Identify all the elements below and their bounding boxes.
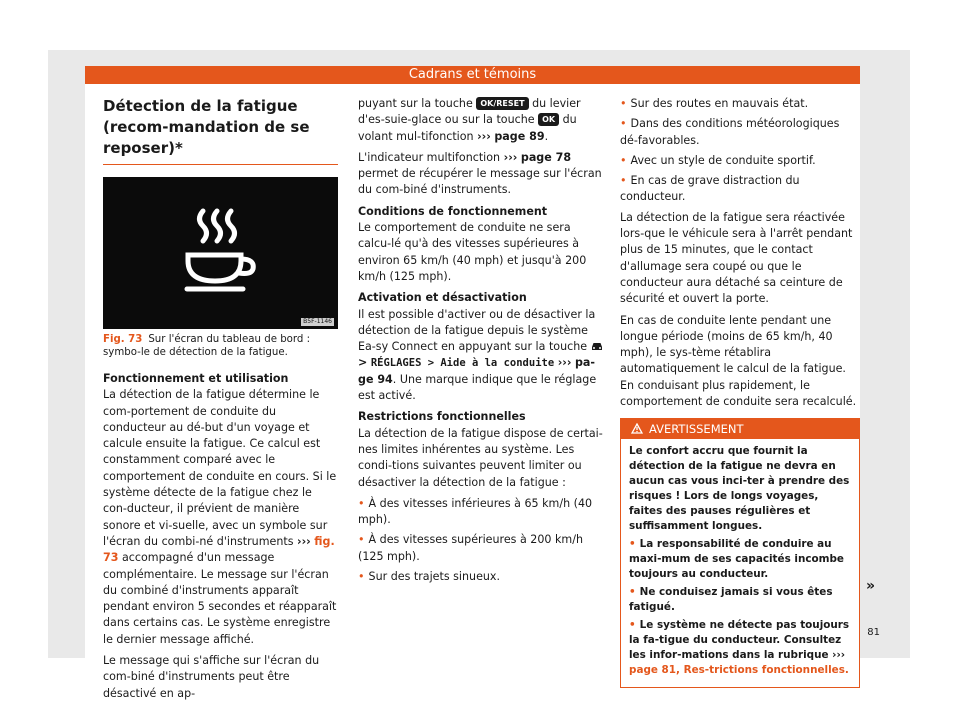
page-link[interactable]: page 78	[520, 150, 572, 164]
paragraph: La détection de la fatigue sera réactivée lors-que le véhicule sera à l'arrêt pendant plus de 15 minutes, que le contact d'allumage sera coupé ou que le conducteur aura détaché sa ceinture de sécurité et ouvert la porte.	[620, 210, 853, 306]
car-menu-icon	[591, 341, 603, 351]
ok-reset-key: OK/RESET	[476, 97, 528, 110]
paragraph: Le comportement de conduite ne sera calcu-lé qu'à des vitesses supérieures à environ 65 km/h (40 mph) et jusqu'à 200 km/h (125 mph).	[358, 221, 587, 283]
subhead-activation: Activation et désactivation	[358, 291, 527, 305]
warning-text: Le confort accru que fournit la détection de la fatigue ne devra en aucun cas vous inci-ter à prendre des risques ! Lors de longs voyages, faites des pauses régulières et suffisamment longues.	[629, 445, 850, 533]
warning-bullet: • La responsabilité de conduire au maxi-mum de ses capacités incombe toujours au conducteur.	[629, 538, 844, 581]
paragraph: Le message qui s'affiche sur l'écran du com-biné d'instruments peut être désactivé en ap-	[103, 654, 320, 700]
list-item: • En cas de grave distraction du conducteur.	[620, 174, 800, 204]
figure-caption	[103, 333, 338, 359]
warning-box	[620, 418, 860, 688]
ok-key: OK	[538, 113, 559, 126]
page-link[interactable]: page 89	[494, 129, 545, 143]
column-3	[620, 96, 860, 688]
paragraph: puyant sur la touche OK/RESET du levier d'es-suie-glace ou sur la touche OK du volant mul-tifonction ››› page 89.	[358, 97, 581, 143]
list-item: • Sur des routes en mauvais état.	[620, 97, 809, 110]
page-number: 81	[867, 627, 880, 638]
subhead-operation: Fonctionnement et utilisation	[103, 372, 289, 385]
column-1	[103, 96, 338, 707]
figure-73	[103, 177, 338, 329]
paragraph: L'indicateur multifonction ››› page 78 permet de récupérer le message sur l'écran du com-biné d'instruments.	[358, 150, 602, 197]
list-item: • Avec un style de conduite sportif.	[620, 153, 816, 167]
restrictions-link[interactable]: page 81, Res-trictions fonctionnelles.	[629, 664, 849, 677]
coffee-cup-icon	[183, 205, 259, 297]
warning-body	[621, 439, 859, 687]
paragraph: En cas de conduite lente pendant une longue période (moins de 65 km/h, 40 mph), le sys-tème rétablira automatiquement le calcul de la fatigue. En conduisant plus rapidement, le comportement de conduite sera recalculé.	[620, 313, 857, 409]
menu-path: RÉGLAGES > Aide à la conduite	[370, 357, 555, 370]
figure-code: B5F-1146	[303, 318, 332, 325]
warning-triangle-icon	[631, 423, 643, 434]
subhead-conditions: Conditions de fonctionnement	[358, 204, 548, 218]
manual-page	[85, 66, 880, 700]
warning-header: AVERTISSEMENT	[621, 419, 859, 439]
section-title: Détection de la fatigue (recom-mandation de se reposer)*	[103, 96, 338, 165]
subhead-restrictions: Restrictions fonctionnelles	[358, 410, 526, 424]
paragraph: La détection de la fatigue détermine le com-portement de conduite du conducteur au dé-but d'un voyage et calcule ensuite la fatigue. Ce calcul est constamment comparé avec le comportement de conduite en cours. Si le système détecte de la fatigue chez le con-ducteur, il prévient de manière sonore et vi-suelle, avec un symbole sur l'écran du combi-né d'instruments ››› fig. 73 accompagné d'un message complémentaire. Le message sur l'écran du combiné d'instruments apparaît pendant environ 5 secondes et réapparaît dans certains cas. Le système enregistre le dernier message affiché.	[103, 388, 337, 646]
continue-mark: »	[866, 578, 876, 594]
page-link[interactable]: pa-ge 94	[358, 356, 595, 386]
paragraph: Il est possible d'activer ou de désactiver la détection de la fatigue depuis le système Ea-sy Connect en appuyant sur la touche > RÉGLAGES > Aide à la conduite ››› pa-ge 94. Une marque indique que le réglage est activé.	[358, 307, 604, 405]
list-item: • Sur des trajets sinueux.	[358, 570, 501, 584]
list-item: • À des vitesses supérieures à 200 km/h (125 mph).	[358, 533, 584, 563]
paragraph: La détection de la fatigue dispose de certai-nes limites inhérentes au système. Les condi-tions suivantes peuvent limiter ou désactiver la détection de la fatigue :	[358, 426, 603, 489]
list-item: • À des vitesses inférieures à 65 km/h (40 mph).	[358, 496, 593, 527]
warning-bullet: • Le système ne détecte pas toujours la fa-tigue du conducteur. Consultez les infor-mations dans la rubrique ››› page 81, Res-trictions fonctionnelles.	[629, 619, 850, 677]
column-2	[358, 96, 604, 589]
caption-text: Sur l'écran du tableau de bord : symbo-le de détection de la fatigue.	[103, 334, 311, 358]
list-item: • Dans des conditions météorologiques dé-favorables.	[620, 117, 840, 147]
figure-ref: Fig. 73	[103, 334, 143, 345]
chapter-header: Cadrans et témoins	[85, 66, 860, 84]
fig-link[interactable]: fig. 73	[103, 534, 335, 565]
warning-bullet: • Ne conduisez jamais si vous êtes fatigué.	[629, 586, 833, 614]
